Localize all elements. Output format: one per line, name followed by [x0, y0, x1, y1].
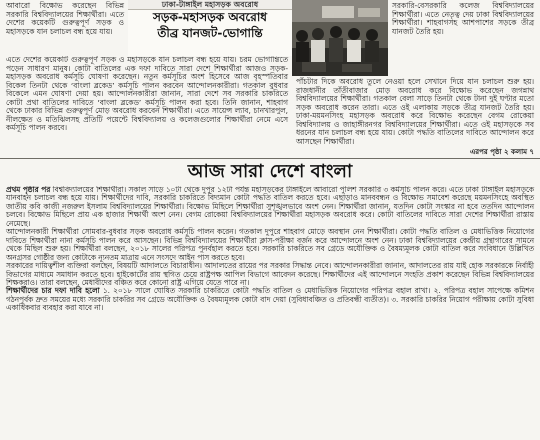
story-paragraph-1 — [6, 186, 534, 228]
story-body — [0, 186, 540, 440]
left-column-body: এতে দেশের কয়েকটি গুরুত্বপূর্ণ সড়ক ও মহাসড়কে যান চলাচল বন্ধ হয়ে যায়। চরম ভোগান্তিতে পড়েন সাধারণ মানুষ। কোটা বাতিলের এক দফা দাবিতে সারা দেশে শিক্ষার্থীরা আজও সড়ক-মহাসড়ক অবরোধ কর্মসূচি ঘোষণা করেছেন। নতুন কর্মসূচির অংশ হিসেবে আজ বৃহস্পতিবার বিকেল তিনটা থেকে ‘বাংলা ব্লকেড’ কর্মসূচি পালন করবেন আন্দোলনকারীরা। গতকাল বুধবার বিকেলে এমন ঘোষণা দেয়া হয়। আন্দোলনকারীরা জানান, সারা দেশে সব সরকারি চাকরিতে কোটা প্রথা বাতিলের দাবিতে ‘বাংলা ব্লকেড’ কর্মসূচি পালন করা হবে। তিনি জানান, শাহবাগ থেকে ঢাকার বিভিন্ন গুরুত্বপূর্ণ মোড় অবরোধ করবেন শিক্ষার্থীরা। এতে সায়েন্স ল্যাব, চানখারপুল, নীলক্ষেত ও মতিঝিলসহ প্রতিটি পয়েন্টে বিশ্ববিদ্যালয় ও কলেজগুলোর শিক্ষার্থীরা নেমে এসে কর্মসূচি পালন করবে। — [6, 56, 288, 132]
story-text-3: সরকারের দায়িত্বশীল ব্যক্তিরা বলছেন, বিষয়টি আদালতে বিচারাধীন। আদালতের রায়ের পর সরকার সিদ্ধান্ত নেবে। আন্দোলনকারীরা জানান, আদালতের রায় যাই হোক সরকারকে নির্বাহী বিভাগের মাধ্যমে সমাধান করতে হবে। হাইকোর্টের রায় স্থগিত চেয়ে রাষ্ট্রপক্ষ আপিল বিভাগে আবেদন করেছে। শিক্ষার্থীদের এই আন্দোলনে সংহতি প্রকাশ করেছেন বিভিন্ন বিশ্ববিদ্যালয়ের শিক্ষকরাও। তারা বলছেন, মেধাবীদের বঞ্চিত করে কোনো রাষ্ট্র এগিয়ে যেতে পারে না। — [6, 261, 534, 287]
protest-photo-image — [292, 0, 388, 76]
story-text-1: বিশ্ববিদ্যালয়ের শিক্ষার্থীরা। সকাল সাড়ে ১০টা থেকে দুপুর ১২টা পর্যন্ত মহাসড়কের টাঙ্গাইলে আবারো পুলিশ সরকারি ৩ কর্মসূচি পালন করে। এতে ঢাকা টাঙ্গাইল মহাসড়কে যানবাহন চলাচল বন্ধ হয়ে যায়। শিক্ষার্থীদের দাবি, সরকারি চাকরিতে বিদ্যমান কোটা পদ্ধতি বাতিল করতে হবে। এছাড়াও মানববন্ধন ও বিক্ষোভ সমাবেশ করেছে ময়মনসিংহে অবস্থিত জাতীয় কবি কাজী নজরুল ইসলাম বিশ্ববিদ্যালয়ের শিক্ষার্থীরা। বিক্ষোভ মিছিলে শিক্ষার্থীরা সুশৃঙ্খলভাবে অংশ নেন। শিক্ষার্থীরা জানান, যতদিন কোটা সংস্কার না হবে ততদিন আন্দোলন চলবে। বিক্ষোভ মিছিলে প্রায় এক হাজার শিক্ষার্থী অংশ নেন। বেগম রোকেয়া বিশ্ববিদ্যালয়ের শিক্ষার্থীরা মহাসড়ক অবরোধ করে। কোটা বাতিলের দাবিতে সারা দেশের শিক্ষার্থীরা রাস্তায় নেমেছে। — [6, 186, 534, 228]
demands-text: ১. ২০১৮ সালে ঘোষিত সরকারি চাকরিতে কোটা পদ্ধতি বাতিল ও মেধাভিত্তিক নিয়োগের পরিপত্র বহাল রাখা। ২. পরিপত্র বহাল সাপেক্ষে কমিশন গঠনপূর্বক দ্রুত সময়ের মধ্যে সরকারি চাকরির সব গ্রেডে অযৌক্তিক ও বৈষম্যমূলক কোটা বাদ দেয়া (সুবিধাবঞ্চিত ও প্রতিবন্ধী ব্যতীত)। ৩. সরকারি চাকরির নিয়োগ পরীক্ষায় কোটা সুবিধা একাধিকবার ব্যবহার করা যাবে না। — [6, 286, 535, 313]
headline-box — [128, 0, 292, 56]
story-title: আজ সারা দেশে বাংলা — [187, 161, 353, 182]
right-column-body: পাঁচটার দিকে অবরোধ তুলে নেওয়া হলে সেখানে দিয়ে যান চলাচল শুরু হয়। রাজধানীর তাঁতীবাজার মোড় অবরোধ করে বিক্ষোভ করেছেন জগন্নাথ বিশ্ববিদ্যালয়ের শিক্ষার্থীরা। গতকাল বেলা সাড়ে তিনটা থেকে টানা দুই ঘণ্টার মতো সড়ক অবরোধ করেন তারা। এতে ওই এলাকায় সড়কে তীব্র যানজট তৈরি হয়। ঢাকা-ময়মনসিংহ মহাসড়ক অবরোধ করে বিক্ষোভ করেছেন বেগম রোকেয়া বিশ্ববিদ্যালয় ও জাহাঙ্গীরনগর বিশ্ববিদ্যালয়ের শিক্ষার্থীরা। এতে ওই মহাসড়কে সব ধরনের যান চলাচল বন্ধ হয়ে যায়। কোটা পদ্ধতি বাতিলের দাবিতে আন্দোলন করে আসছেন শিক্ষার্থীরা। — [296, 77, 534, 146]
headline-strip: ঢাকা-টাঙ্গাইল মহাসড়ক অবরোধ — [128, 0, 292, 10]
story-paragraph-4 — [6, 287, 534, 312]
story-text-2: আন্দোলনকারী শিক্ষার্থীরা সোমবার-বুধবার সড়ক অবরোধ কর্মসূচি পালন করেন। গতকাল দুপুরে শাহবাগ মোড়ে অবস্থান নেন শিক্ষার্থীরা। কোটা পদ্ধতি বাতিল ও মেধাভিত্তিক নিয়োগের দাবিতে শিক্ষার্থীরা নানা কর্মসূচি পালন করে আসছেন। বিভিন্ন বিশ্ববিদ্যালয়ের শিক্ষার্থীরা ক্লাস-পরীক্ষা বর্জন করে আন্দোলনে অংশ নেন। ঢাকা বিশ্ববিদ্যালয়ের কেন্দ্রীয় গ্রন্থাগারের সামনে থেকে মিছিল শুরু হয়। শিক্ষার্থীরা বলছেন, ২০১৮ সালের পরিপত্র পুনর্বহাল করতে হবে। সরকারি চাকরিতে সব গ্রেডে অযৌক্তিক ও বৈষম্যমূলক কোটা বাতিল করে সংবিধানে উল্লিখিত অনগ্রসর গোষ্ঠীর জন্য কোটাকে ন্যূনতম মাত্রায় এনে সংসদে আইন পাস করতে হবে। — [6, 227, 534, 262]
continued-jump-line: এরপর পৃষ্ঠা ২ কলাম ৭ — [469, 148, 534, 156]
lead-label: প্রথম পৃষ্ঠার পর — [6, 186, 51, 194]
demands-label: শিক্ষার্থীদের চার দফা দাবি হলো — [6, 286, 100, 296]
top-left-article-fragment: আবারো বিক্ষোভ করেছেন বিভিন্ন সরকারি বিশ্ববিদ্যালয়ের শিক্ষার্থীরা। এতে দেশের কয়েকটি গুরুত্বপূর্ণ সড়ক ও মহাসড়কে যান চলাচল বন্ধ হয়ে যায়। — [6, 1, 124, 36]
section-divider — [0, 158, 540, 159]
story-paragraph-2 — [6, 228, 534, 262]
protest-photo — [292, 0, 388, 76]
top-right-article-fragment: সরকারি-বেসরকারি কলেজ বিশ্ববিদ্যালয়ের শিক্ষার্থীরা। এতে নেতৃত্ব দেয় ঢাকা বিশ্ববিদ্যালয়ের শিক্ষার্থীরা। শাহবাগসহ আশপাশের সড়কে তীব্র যানজট তৈরি হয়। — [392, 1, 534, 36]
headline-line-1: সড়ক-মহাসড়ক অবরোধ — [152, 10, 268, 24]
headline-line-2: তীব্র যানজট-ভোগান্তি — [157, 26, 263, 40]
story-paragraph-3 — [6, 262, 534, 287]
